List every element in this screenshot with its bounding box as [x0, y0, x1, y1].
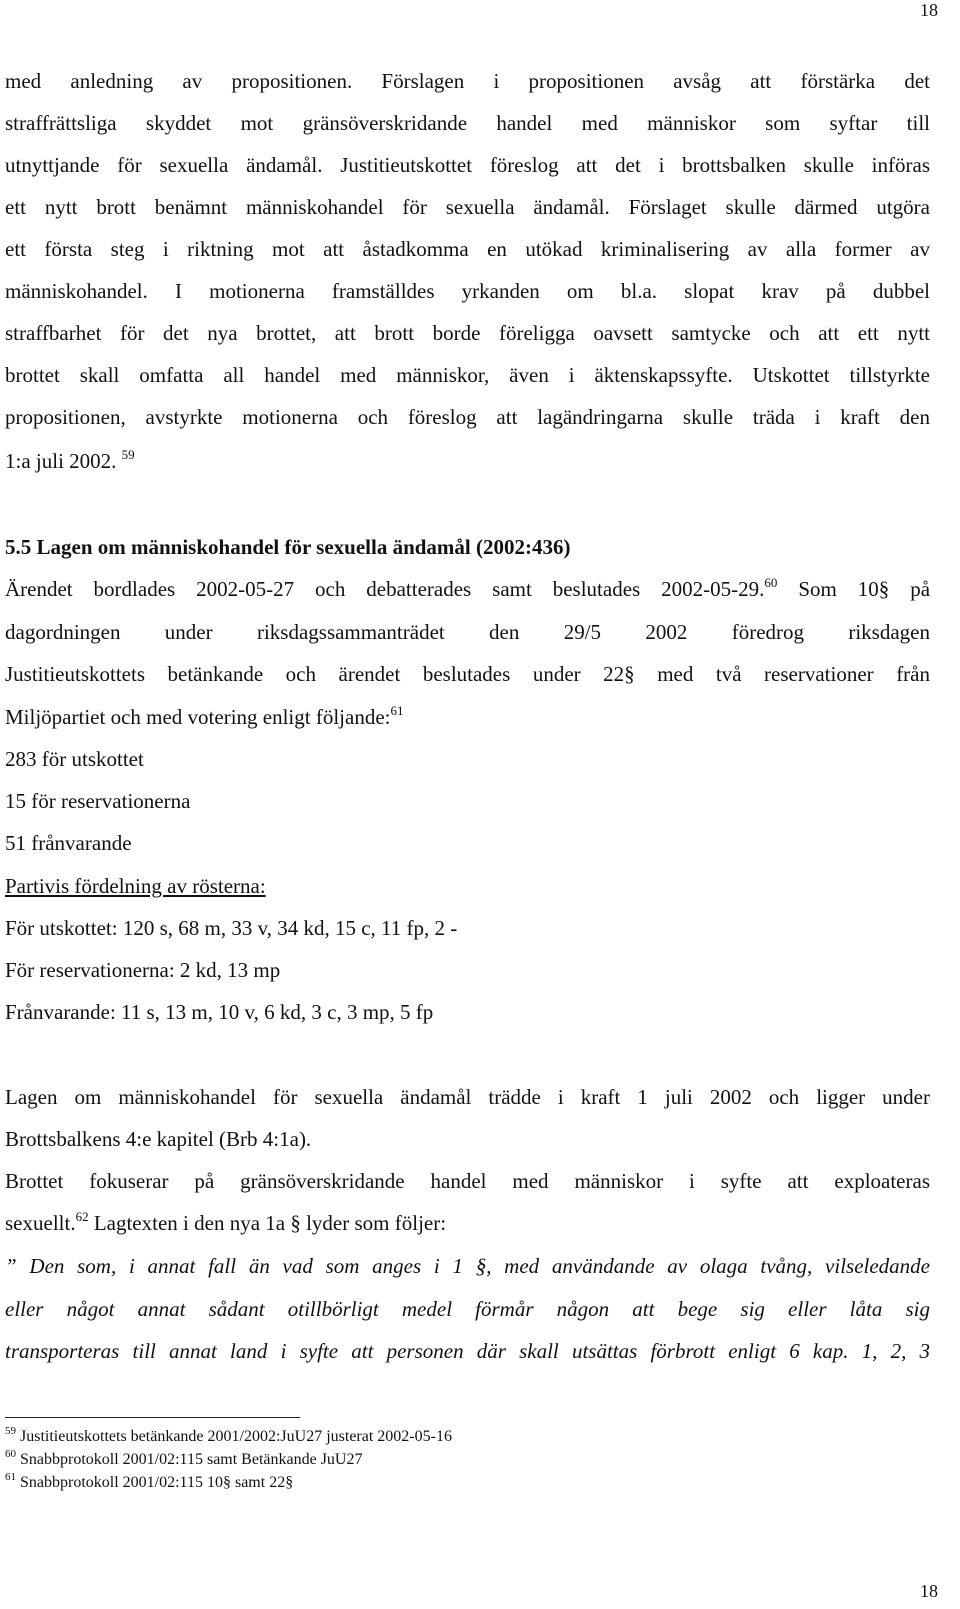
vote-result: 15 för reservationerna	[5, 789, 191, 813]
footnote-number: 59	[5, 1425, 16, 1437]
footnote-ref[interactable]: 62	[75, 1209, 89, 1224]
body-line	[5, 440, 930, 482]
footnote-number: 60	[5, 1448, 16, 1460]
footnote-ref[interactable]: 61	[390, 703, 404, 718]
body-line	[5, 568, 930, 610]
footnote-text: Justitieutskottets betänkande 2001/2002:JuU27 justerat 2002-05-16	[20, 1428, 452, 1445]
body-text: Miljöpartiet och med votering enligt följande:	[5, 705, 391, 729]
quote-line	[5, 1245, 930, 1287]
body-line: dagordningen under riksdagssammanträdet den 29/5 2002 föredrog riksdagen	[5, 620, 930, 644]
body-line: ett första steg i riktning mot att åstadkomma en utökad kriminalisering av alla former av	[5, 237, 930, 261]
body-line: Brottsbalkens 4:e kapitel (Brb 4:1a).	[5, 1127, 312, 1151]
section-sign: §	[290, 1211, 301, 1235]
page-number-bottom: 18	[920, 1581, 938, 1601]
quote-line: transporteras till annat land i syfte att personen där skall utsättas förbrott enligt 6 kap. 1, 2, 3	[5, 1339, 930, 1363]
body-text: sexuellt.	[5, 1211, 76, 1235]
footnote-text: Snabbprotokoll 2001/02:115 samt Betänkande JuU27	[20, 1451, 363, 1468]
body-text: Ärendet bordlades 2002-05-27 och debatterades samt beslutades 2002-05-29.	[5, 577, 765, 601]
body-line	[5, 1202, 930, 1244]
party-result: För reservationerna: 2 kd, 13 mp	[5, 958, 281, 982]
party-heading	[5, 865, 930, 907]
body-line: Brottet fokuserar på gränsöverskridande handel med människor i syfte att exploateras	[5, 1169, 930, 1193]
vote-result: 283 för utskottet	[5, 747, 144, 771]
page-number-top: 18	[920, 0, 938, 20]
body-line: ett nytt brott benämnt människohandel för sexuella ändamål. Förslaget skulle därmed utgöra	[5, 195, 930, 219]
body-line: propositionen, avstyrkte motionerna och föreslog att lagändringarna skulle träda i kraft den	[5, 405, 930, 429]
body-text: Som 10	[798, 577, 879, 601]
quote-text: , med användande av olaga tvång, vilseledande	[486, 1254, 930, 1278]
body-line: utnyttjande för sexuella ändamål. Justitieutskottet föreslog att det i brottsbalken skulle införas	[5, 153, 930, 177]
body-line: med anledning av propositionen. Förslagen i propositionen avsåg att förstärka det	[5, 69, 930, 93]
body-text: på	[910, 577, 931, 601]
section-sign: §	[222, 1474, 231, 1491]
footnote-number: 61	[5, 1471, 16, 1483]
footnote	[5, 1425, 905, 1449]
footnote-text: samt 22	[234, 1474, 286, 1491]
footnote-ref[interactable]: 59	[121, 447, 135, 462]
body-line: brottet skall omfatta all handel med människor, även i äktenskapssyfte. Utskottet tillstyrkte	[5, 363, 930, 387]
section-sign: §	[624, 662, 635, 686]
body-text: med två reservationer från	[657, 662, 930, 686]
body-line	[5, 696, 930, 738]
body-line: människohandel. I motionerna framställdes yrkanden om bl.a. slopat krav på dubbel	[5, 279, 930, 303]
section-sign: §	[475, 1254, 487, 1278]
footnote-text: Snabbprotokoll 2001/02:115 10	[20, 1474, 223, 1491]
footnote-rule	[5, 1417, 300, 1418]
body-line: straffrättsliga skyddet mot gränsöverskridande handel med människor som syftar till	[5, 111, 930, 135]
body-line	[5, 653, 930, 695]
body-text: 1:a juli 2002.	[5, 449, 117, 473]
footnote	[5, 1471, 905, 1495]
footnote	[5, 1448, 905, 1472]
body-text: lyder som följer:	[306, 1211, 447, 1235]
party-result: Frånvarande: 11 s, 13 m, 10 v, 6 kd, 3 c, 3 mp, 5 fp	[5, 1000, 434, 1024]
body-line: straffbarhet för det nya brottet, att brott borde föreligga oavsett samtycke och att ett nytt	[5, 321, 930, 345]
section-sign: §	[285, 1474, 294, 1491]
section-heading: 5.5 Lagen om människohandel för sexuella ändamål (2002:436)	[5, 535, 571, 559]
footnote-ref[interactable]: 60	[764, 575, 778, 590]
body-line: Lagen om människohandel för sexuella ändamål trädde i kraft 1 juli 2002 och ligger under	[5, 1085, 930, 1109]
vote-result: 51 frånvarande	[5, 831, 132, 855]
quote-line: eller något annat sådant otillbörligt medel förmår någon att bege sig eller låta sig	[5, 1297, 930, 1321]
section-sign: §	[878, 577, 890, 601]
party-result: För utskottet: 120 s, 68 m, 33 v, 34 kd, 15 c, 11 fp, 2 -	[5, 916, 458, 940]
quote-text: ” Den som, i annat fall än vad som anges i 1	[5, 1254, 463, 1278]
party-heading-text: Partivis fördelning av rösterna:	[5, 874, 266, 898]
body-text: Justitieutskottets betänkande och ärendet beslutades under 22	[5, 662, 625, 686]
body-text: Lagtexten i den nya 1a	[93, 1211, 286, 1235]
